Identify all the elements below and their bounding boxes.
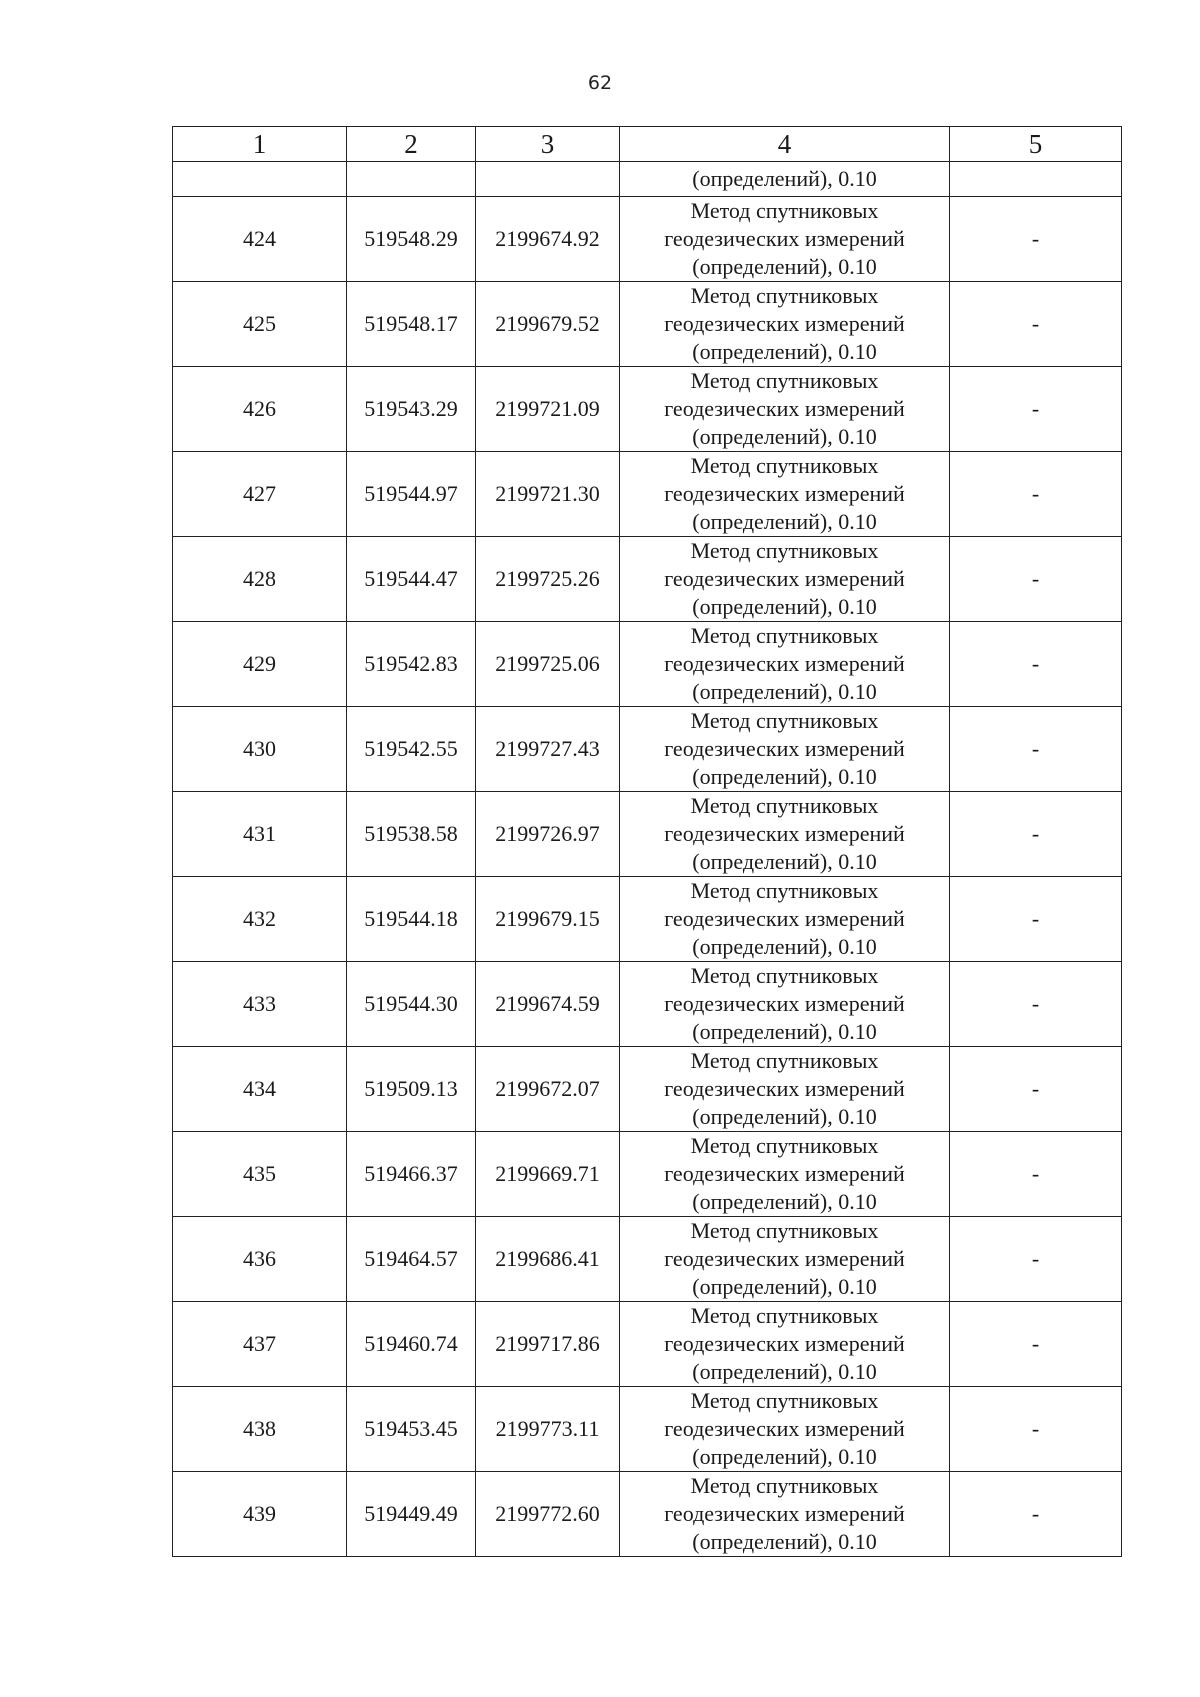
cell-x: 519466.37: [347, 1132, 476, 1217]
cell-col5: -: [950, 792, 1122, 877]
cell-x: 519464.57: [347, 1217, 476, 1302]
cell-y: [476, 162, 620, 197]
cell-y: 2199726.97: [476, 792, 620, 877]
cell-point-number: 439: [173, 1472, 347, 1557]
table-row: [173, 707, 1122, 792]
method-line: (определений), 0.10: [692, 1104, 877, 1129]
cell-method: (определений), 0.10: [620, 162, 950, 197]
cell-point-number: 424: [173, 197, 347, 282]
header-col-1: 1: [173, 127, 347, 162]
cell-y: 2199725.06: [476, 622, 620, 707]
table-row: [173, 1387, 1122, 1472]
method-line: геодезических измерений: [664, 1161, 905, 1186]
header-row: [173, 127, 1122, 162]
method-line: (определений), 0.10: [692, 594, 877, 619]
method-line: (определений), 0.10: [692, 1019, 877, 1044]
cell-y: 2199773.11: [476, 1387, 620, 1472]
cell-x: 519544.30: [347, 962, 476, 1047]
cell-point-number: 438: [173, 1387, 347, 1472]
table-row: [173, 1047, 1122, 1132]
cell-col5: [950, 162, 1122, 197]
cell-method: [620, 622, 950, 707]
method-line: Метод спутниковых: [690, 1473, 879, 1498]
cell-col5: -: [950, 877, 1122, 962]
method-line: (определений), 0.10: [692, 254, 877, 279]
method-line: Метод спутниковых: [690, 708, 879, 733]
table-row: [173, 537, 1122, 622]
cell-x: 519544.18: [347, 877, 476, 962]
cell-col5: -: [950, 707, 1122, 792]
cell-x: 519538.58: [347, 792, 476, 877]
cell-x: 519548.17: [347, 282, 476, 367]
cell-y: 2199717.86: [476, 1302, 620, 1387]
page-number: 62: [587, 72, 613, 94]
cell-x: 519453.45: [347, 1387, 476, 1472]
table-row: [173, 1302, 1122, 1387]
table-row: [173, 962, 1122, 1047]
method-line: геодезических измерений: [664, 1501, 905, 1526]
cell-point-number: 428: [173, 537, 347, 622]
cell-y: 2199725.26: [476, 537, 620, 622]
cell-x: [347, 162, 476, 197]
continuation-row: [173, 162, 1122, 197]
cell-method: [620, 282, 950, 367]
cell-y: 2199672.07: [476, 1047, 620, 1132]
method-line: геодезических измерений: [664, 1076, 905, 1101]
method-line: Метод спутниковых: [690, 453, 879, 478]
method-line: Метод спутниковых: [690, 1133, 879, 1158]
method-line: геодезических измерений: [664, 736, 905, 761]
table-row: [173, 1217, 1122, 1302]
cell-x: 519543.29: [347, 367, 476, 452]
cell-col5: -: [950, 1047, 1122, 1132]
method-line: (определений), 0.10: [692, 679, 877, 704]
method-line: Метод спутниковых: [690, 368, 879, 393]
method-line: Метод спутниковых: [690, 623, 879, 648]
cell-point-number: 436: [173, 1217, 347, 1302]
cell-col5: -: [950, 537, 1122, 622]
cell-method: [620, 1132, 950, 1217]
cell-method: [620, 1472, 950, 1557]
cell-col5: -: [950, 1387, 1122, 1472]
cell-method: [620, 537, 950, 622]
cell-y: 2199721.09: [476, 367, 620, 452]
cell-method: [620, 367, 950, 452]
header-col-4: 4: [620, 127, 950, 162]
cell-y: 2199674.59: [476, 962, 620, 1047]
cell-x: 519460.74: [347, 1302, 476, 1387]
cell-y: 2199721.30: [476, 452, 620, 537]
method-line: (определений), 0.10: [692, 1444, 877, 1469]
method-line: геодезических измерений: [664, 651, 905, 676]
method-line: Метод спутниковых: [690, 963, 879, 988]
header-col-3: 3: [476, 127, 620, 162]
cell-point-number: 425: [173, 282, 347, 367]
cell-col5: -: [950, 282, 1122, 367]
cell-method: [620, 1302, 950, 1387]
cell-method: [620, 962, 950, 1047]
cell-col5: -: [950, 367, 1122, 452]
cell-col5: -: [950, 197, 1122, 282]
method-line: (определений), 0.10: [692, 339, 877, 364]
method-line: Метод спутниковых: [690, 793, 879, 818]
cell-point-number: 437: [173, 1302, 347, 1387]
method-line: Метод спутниковых: [690, 878, 879, 903]
cell-point-number: 432: [173, 877, 347, 962]
method-line: геодезических измерений: [664, 226, 905, 251]
method-line: геодезических измерений: [664, 566, 905, 591]
cell-method: [620, 1217, 950, 1302]
method-line: Метод спутниковых: [690, 1048, 879, 1073]
cell-method: [620, 1387, 950, 1472]
header-col-2: 2: [347, 127, 476, 162]
cell-x: 519544.47: [347, 537, 476, 622]
method-line: (определений), 0.10: [692, 509, 877, 534]
method-line: (определений), 0.10: [692, 1189, 877, 1214]
table-row: [173, 452, 1122, 537]
cell-y: 2199679.52: [476, 282, 620, 367]
cell-col5: -: [950, 1217, 1122, 1302]
method-line: (определений), 0.10: [692, 1274, 877, 1299]
cell-point-number: 430: [173, 707, 347, 792]
cell-x: 519544.97: [347, 452, 476, 537]
method-line: Метод спутниковых: [690, 1388, 879, 1413]
cell-method: [620, 792, 950, 877]
table-row: [173, 792, 1122, 877]
method-line: геодезических измерений: [664, 906, 905, 931]
method-line: (определений), 0.10: [692, 1359, 877, 1384]
cell-col5: -: [950, 1132, 1122, 1217]
cell-point-number: 433: [173, 962, 347, 1047]
method-line: (определений), 0.10: [692, 764, 877, 789]
cell-y: 2199727.43: [476, 707, 620, 792]
table-row: [173, 367, 1122, 452]
table-row: [173, 1472, 1122, 1557]
method-line: Метод спутниковых: [690, 538, 879, 563]
method-line: геодезических измерений: [664, 821, 905, 846]
method-line: Метод спутниковых: [690, 1303, 879, 1328]
cell-x: 519542.55: [347, 707, 476, 792]
table-body: [173, 162, 1122, 1557]
table-row: [173, 1132, 1122, 1217]
cell-col5: -: [950, 1472, 1122, 1557]
method-line: геодезических измерений: [664, 1416, 905, 1441]
method-line: (определений), 0.10: [692, 424, 877, 449]
cell-x: 519449.49: [347, 1472, 476, 1557]
header-col-5: 5: [950, 127, 1122, 162]
cell-point-number: 435: [173, 1132, 347, 1217]
method-line: геодезических измерений: [664, 1246, 905, 1271]
method-line: геодезических измерений: [664, 311, 905, 336]
cell-method: [620, 707, 950, 792]
method-line: геодезических измерений: [664, 481, 905, 506]
cell-point-number: 431: [173, 792, 347, 877]
cell-x: 519542.83: [347, 622, 476, 707]
cell-method: [620, 452, 950, 537]
cell-y: 2199772.60: [476, 1472, 620, 1557]
cell-point-number: 427: [173, 452, 347, 537]
cell-y: 2199669.71: [476, 1132, 620, 1217]
cell-point-number: 429: [173, 622, 347, 707]
table-row: [173, 282, 1122, 367]
method-line: (определений), 0.10: [692, 849, 877, 874]
cell-col5: -: [950, 452, 1122, 537]
table-row: [173, 197, 1122, 282]
method-line: (определений), 0.10: [692, 1529, 877, 1554]
cell-method: [620, 1047, 950, 1132]
method-line: геодезических измерений: [664, 991, 905, 1016]
cell-x: 519548.29: [347, 197, 476, 282]
method-line: Метод спутниковых: [690, 198, 879, 223]
cell-col5: -: [950, 962, 1122, 1047]
cell-method: [620, 197, 950, 282]
method-line: геодезических измерений: [664, 1331, 905, 1356]
cell-y: 2199686.41: [476, 1217, 620, 1302]
cell-y: 2199679.15: [476, 877, 620, 962]
method-line: (определений), 0.10: [692, 934, 877, 959]
table-row: [173, 877, 1122, 962]
method-line: геодезических измерений: [664, 396, 905, 421]
cell-point-number: 434: [173, 1047, 347, 1132]
cell-method: [620, 877, 950, 962]
cell-col5: -: [950, 1302, 1122, 1387]
table-row: [173, 622, 1122, 707]
cell-x: 519509.13: [347, 1047, 476, 1132]
method-line: Метод спутниковых: [690, 283, 879, 308]
coordinates-table: [172, 126, 1122, 1557]
cell-point-number: [173, 162, 347, 197]
method-line: Метод спутниковых: [690, 1218, 879, 1243]
cell-point-number: 426: [173, 367, 347, 452]
cell-col5: -: [950, 622, 1122, 707]
cell-y: 2199674.92: [476, 197, 620, 282]
